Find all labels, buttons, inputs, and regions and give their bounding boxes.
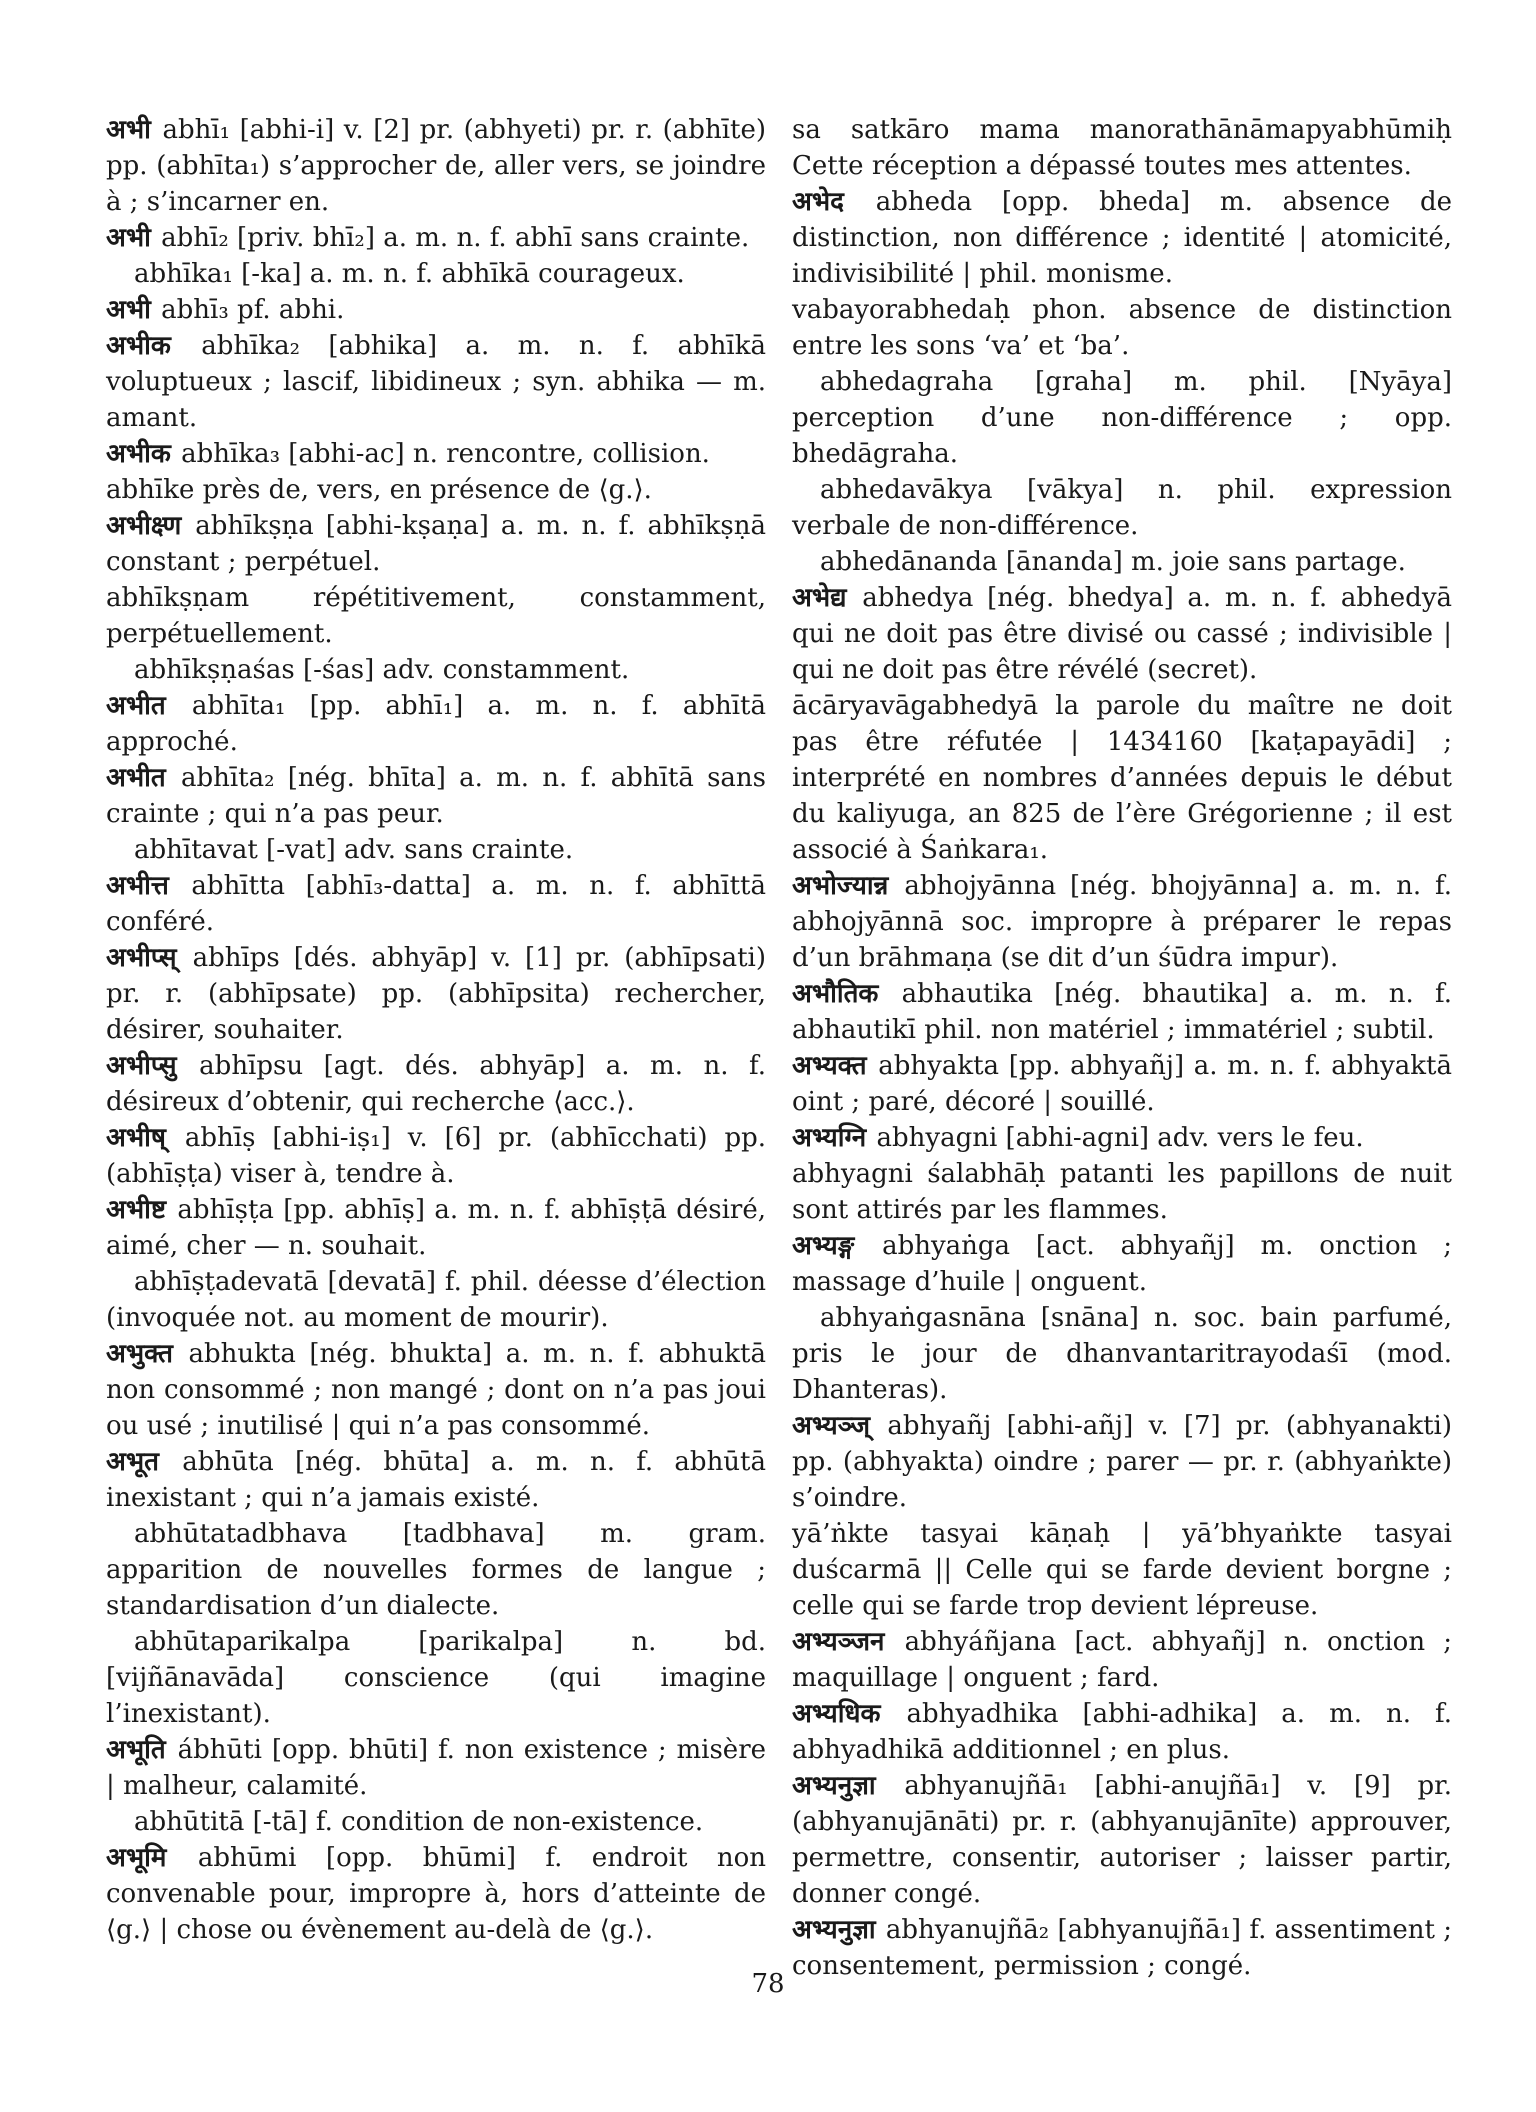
devanagari-headword: अभी: [106, 115, 151, 145]
right-column: [792, 112, 1452, 1984]
entry-text: abhyaṅga [act. abhyañj] m. onction ; massage d’huile | onguent.: [792, 1231, 1452, 1297]
devanagari-headword: अभोज्यान्न: [792, 871, 889, 901]
dictionary-entry: [106, 1444, 766, 1516]
entry-text: abhīke près de, vers, en présence de ⟨g.⟩.: [106, 475, 652, 505]
entry-text: abhedagraha [graha] m. phil. [Nyāya] perception d’une non-différence ; opp. bhedāgraha.: [792, 367, 1452, 469]
dictionary-entry: [106, 328, 766, 436]
entry-text: abhī₁ [abhi-i] v. [2] pr. (abhyeti) pr. r. (abhīte) pp. (abhīta₁) s’approcher de, aller vers, se joindre à ; s’incarner en.: [106, 115, 766, 217]
devanagari-headword: अभीक: [106, 331, 171, 361]
dictionary-entry: [792, 1696, 1452, 1768]
entry-text: abhīkṣṇaśas [-śas] adv. constamment.: [134, 655, 630, 685]
dictionary-entry: [792, 184, 1452, 292]
sub-entry: [106, 1516, 766, 1624]
devanagari-headword: अभीक: [106, 439, 171, 469]
dictionary-entry: [792, 1048, 1452, 1120]
devanagari-headword: अभूमि: [106, 1843, 167, 1873]
dictionary-entry: [106, 688, 766, 760]
entry-text: ācāryavāgabhedyā la parole du maître ne doit pas être réfutée | 1434160 [kaṭapayādi] ; interprété en nombres d’années depuis le début du kaliyuga, an 825 de l’ère Grégorienne ; il est associé à Śaṅkara₁.: [792, 691, 1452, 865]
dictionary-entry: [106, 940, 766, 1048]
dictionary-entry: [792, 1120, 1452, 1156]
sub-entry: [106, 256, 766, 292]
devanagari-headword: अभ्यधिक: [792, 1699, 881, 1729]
devanagari-headword: अभ्यनुज्ञा: [792, 1771, 876, 1801]
dictionary-entry: [792, 1624, 1452, 1696]
sub-entry: [792, 364, 1452, 472]
entry-text: abhīkṣṇa [abhi-kṣaṇa] a. m. n. f. abhīkṣṇā constant ; perpétuel.: [106, 511, 766, 577]
entry-text: vabayorabhedaḥ phon. absence de distinction entre les sons ‘va’ et ‘ba’.: [792, 295, 1452, 361]
entry-text: abhūtitā [-tā] f. condition de non-existence.: [134, 1807, 704, 1837]
example-entry: [106, 580, 766, 652]
dictionary-entry: [792, 976, 1452, 1048]
devanagari-headword: अभ्यञ्ज्: [792, 1411, 871, 1441]
example-entry: [792, 112, 1452, 184]
entry-text: abhyagni [abhi-agni] adv. vers le feu.: [876, 1123, 1364, 1153]
example-entry: [792, 1516, 1452, 1624]
devanagari-headword: अभुक्त: [106, 1339, 173, 1369]
entry-text: yā’ṅkte tasyai kāṇaḥ | yā’bhyaṅkte tasyai duścarmā || Celle qui se farde devient borgne ; celle qui se farde trop devient lépreuse.: [792, 1519, 1452, 1621]
devanagari-headword: अभ्यङ्ग: [792, 1231, 855, 1261]
dictionary-entry: [106, 112, 766, 220]
entry-text: abheda [opp. bheda] m. absence de distinction, non différence ; identité | atomicité, indivisibilité | phil. monisme.: [792, 187, 1452, 289]
sub-entry: [792, 472, 1452, 544]
devanagari-headword: अभ्यक्त: [792, 1051, 867, 1081]
devanagari-headword: अभी: [106, 223, 151, 253]
dictionary-entry: [106, 868, 766, 940]
dictionary-entry: [106, 1192, 766, 1264]
entry-text: abhīpsu [agt. dés. abhyāp] a. m. n. f. désireux d’obtenir, qui recherche ⟨acc.⟩.: [106, 1051, 767, 1117]
dictionary-entry: [106, 436, 766, 472]
devanagari-headword: अभ्यनुज्ञा: [792, 1915, 876, 1945]
devanagari-headword: अभीत: [106, 691, 166, 721]
sub-entry: [106, 832, 766, 868]
page-number: 78: [751, 1969, 785, 1999]
entry-text: abhedānanda [ānanda] m. joie sans partage.: [820, 547, 1406, 577]
devanagari-headword: अभीप्स्: [106, 943, 177, 973]
devanagari-headword: अभ्यग्नि: [792, 1123, 867, 1153]
entry-text: abhojyānna [nég. bhojyānna] a. m. n. f. abhojyānnā soc. impropre à préparer le repas d’un brāhmaṇa (se dit d’un śūdra impur).: [792, 871, 1452, 973]
dictionary-entry: [106, 1336, 766, 1444]
entry-text: abhīṣ [abhi-iṣ₁] v. [6] pr. (abhīcchati) pp. (abhīṣṭa) viser à, tendre à.: [106, 1123, 766, 1189]
sub-entry: [792, 544, 1452, 580]
entry-text: abhīka₂ [abhika] a. m. n. f. abhīkā voluptueux ; lascif, libidineux ; syn. abhika — m. amant.: [106, 331, 766, 433]
sub-entry: [106, 1264, 766, 1336]
dictionary-entry: [792, 1768, 1452, 1912]
sub-entry: [106, 1624, 766, 1732]
entry-text: abhedya [nég. bhedya] a. m. n. f. abhedyā qui ne doit pas être divisé ou cassé ; indivisible | qui ne doit pas être révélé (secret).: [792, 583, 1453, 685]
example-entry: [106, 472, 766, 508]
dictionary-entry: [792, 1408, 1452, 1516]
left-column: [106, 112, 766, 1948]
entry-text: abhyadhika [abhi-adhika] a. m. n. f. abhyadhikā additionnel ; en plus.: [792, 1699, 1453, 1765]
entry-text: abhī₂ [priv. bhī₂] a. m. n. f. abhī sans crainte.: [161, 223, 750, 253]
dictionary-entry: [106, 1840, 766, 1948]
entry-text: abhautika [nég. bhautika] a. m. n. f. abhautikī phil. non matériel ; immatériel ; subtil.: [792, 979, 1452, 1045]
dictionary-entry: [106, 1048, 766, 1120]
entry-text: abhyáñjana [act. abhyañj] n. onction ; maquillage | onguent ; fard.: [792, 1627, 1453, 1693]
entry-text: abhī₃ pf. abhi.: [161, 295, 345, 325]
entry-text: abhyagni śalabhāḥ patanti les papillons de nuit sont attirés par les flammes.: [792, 1159, 1452, 1225]
devanagari-headword: अभ्यञ्जन: [792, 1627, 885, 1657]
sub-entry: [792, 1300, 1452, 1408]
dictionary-entry: [106, 1120, 766, 1192]
entry-text: abhīps [dés. abhyāp] v. [1] pr. (abhīpsati) pr. r. (abhīpsate) pp. (abhīpsita) rechercher, désirer, souhaiter.: [106, 943, 766, 1045]
devanagari-headword: अभौतिक: [792, 979, 879, 1009]
entry-text: abhīkṣṇam répétitivement, constamment, perpétuellement.: [106, 583, 766, 649]
devanagari-headword: अभीत्त: [106, 871, 169, 901]
entry-text: abhūta [nég. bhūta] a. m. n. f. abhūtā inexistant ; qui n’a jamais existé.: [106, 1447, 767, 1513]
dictionary-entry: [106, 1732, 766, 1804]
devanagari-headword: अभेद: [792, 187, 844, 217]
entry-text: abhītavat [-vat] adv. sans crainte.: [134, 835, 574, 865]
entry-text: abhūtatadbhava [tadbhava] m. gram. apparition de nouvelles formes de langue ; standardisation d’un dialecte.: [106, 1519, 766, 1621]
entry-text: abhyakta [pp. abhyañj] a. m. n. f. abhyaktā oint ; paré, décoré | souillé.: [792, 1051, 1452, 1117]
sub-entry: [106, 1804, 766, 1840]
entry-text: abhyañj [abhi-añj] v. [7] pr. (abhyanakti) pp. (abhyakta) oindre ; parer — pr. r. (abhyaṅkte) s’oindre.: [792, 1411, 1452, 1513]
dictionary-entry: [106, 508, 766, 580]
entry-text: abhukta [nég. bhukta] a. m. n. f. abhuktā non consommé ; non mangé ; dont on n’a pas joui ou usé ; inutilisé | qui n’a pas consommé.: [106, 1339, 766, 1441]
entry-text: abhedavākya [vākya] n. phil. expression verbale de non-différence.: [792, 475, 1452, 541]
dictionary-entry: [792, 580, 1452, 688]
entry-text: abhūtaparikalpa [parikalpa] n. bd. [vijñānavāda] conscience (qui imagine l’inexistant).: [106, 1627, 766, 1729]
entry-text: sa satkāro mama manorathānāmapyabhūmiḥ Cette réception a dépassé toutes mes attentes.: [792, 115, 1452, 181]
entry-text: abhīṣṭadevatā [devatā] f. phil. déesse d’élection (invoquée not. au moment de mourir).: [106, 1267, 766, 1333]
entry-text: abhītta [abhī₃-datta] a. m. n. f. abhīttā conféré.: [106, 871, 766, 937]
example-entry: [792, 292, 1452, 364]
dictionary-entry: [106, 760, 766, 832]
dictionary-entry: [106, 292, 766, 328]
example-entry: [792, 1156, 1452, 1228]
example-entry: [792, 688, 1452, 868]
entry-text: abhīta₂ [nég. bhīta] a. m. n. f. abhītā sans crainte ; qui n’a pas peur.: [106, 763, 767, 829]
entry-text: abhīṣṭa [pp. abhīṣ] a. m. n. f. abhīṣṭā désiré, aimé, cher — n. souhait.: [106, 1195, 767, 1261]
devanagari-headword: अभी: [106, 295, 151, 325]
devanagari-headword: अभीक्ष्ण: [106, 511, 182, 541]
entry-text: abhyaṅgasnāna [snāna] n. soc. bain parfumé, pris le jour de dhanvantaritrayodaśī (mod. Dhanteras).: [792, 1303, 1452, 1405]
dictionary-entry: [792, 868, 1452, 976]
devanagari-headword: अभीत: [106, 763, 166, 793]
sub-entry: [106, 652, 766, 688]
devanagari-headword: अभूत: [106, 1447, 159, 1477]
entry-text: abhyanujñā₁ [abhi-anujñā₁] v. [9] pr. (abhyanujānāti) pr. r. (abhyanujānīte) approuver, permettre, consentir, autoriser ; laisser partir, donner congé.: [792, 1771, 1453, 1909]
devanagari-headword: अभूति: [106, 1735, 166, 1765]
devanagari-headword: अभेद्य: [792, 583, 847, 613]
dictionary-entry: [792, 1228, 1452, 1300]
devanagari-headword: अभीप्सु: [106, 1051, 177, 1081]
entry-text: abhūmi [opp. bhūmi] f. endroit non convenable pour, impropre à, hors d’atteinte de ⟨g.⟩ | chose ou évènement au-delà de ⟨g.⟩.: [106, 1843, 767, 1945]
entry-text: abhīka₃ [abhi-ac] n. rencontre, collision.: [181, 439, 710, 469]
devanagari-headword: अभीष्ट: [106, 1195, 167, 1225]
devanagari-headword: अभीष्: [106, 1123, 166, 1153]
entry-text: ábhūti [opp. bhūti] f. non existence ; misère | malheur, calamité.: [106, 1735, 767, 1801]
entry-text: abhīta₁ [pp. abhī₁] a. m. n. f. abhītā approché.: [106, 691, 766, 757]
dictionary-entry: [106, 220, 766, 256]
entry-text: abhyanujñā₂ [abhyanujñā₁] f. assentiment ; consentement, permission ; congé.: [792, 1915, 1452, 1981]
entry-text: abhīka₁ [-ka] a. m. n. f. abhīkā courageux.: [134, 259, 685, 289]
